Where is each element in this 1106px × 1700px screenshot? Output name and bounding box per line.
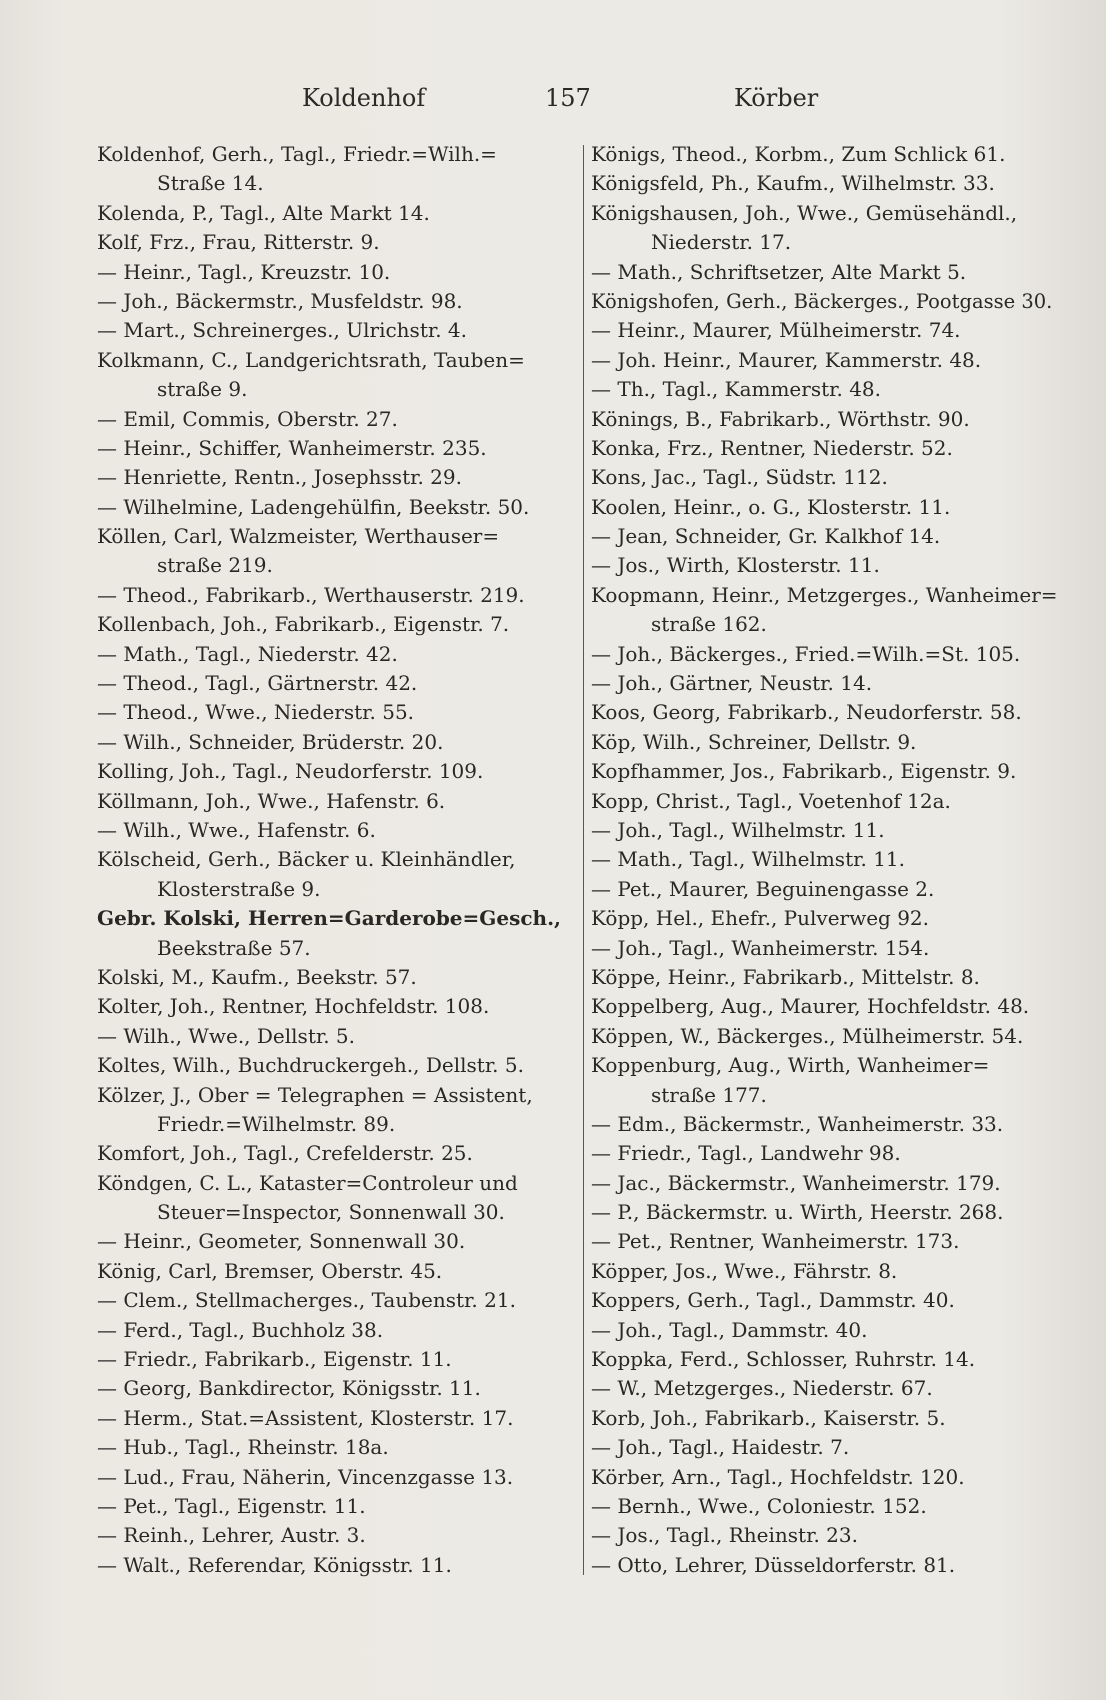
directory-entry: — Joh., Tagl., Haidestr. 7. <box>591 1435 850 1460</box>
directory-entry: Koltes, Wilh., Buchdruckergeh., Dellstr. 5. <box>97 1053 524 1078</box>
directory-entry: — Pet., Tagl., Eigenstr. 11. <box>97 1493 366 1518</box>
directory-entry: — Joh., Bäckerges., Fried.=Wilh.=St. 105. <box>591 641 1021 666</box>
directory-entry: Kons, Jac., Tagl., Südstr. 112. <box>591 465 888 490</box>
directory-entry: — Joh., Gärtner, Neustr. 14. <box>591 671 873 696</box>
directory-entry: Köpp, Hel., Ehefr., Pulverweg 92. <box>591 906 930 931</box>
left-column <box>97 140 567 1600</box>
directory-entry: — Clem., Stellmacherges., Taubenstr. 21. <box>97 1288 516 1313</box>
directory-entry: — P., Bäckermstr. u. Wirth, Heerstr. 268. <box>591 1200 1004 1225</box>
directory-entry: Kölzer, J., Ober = Telegraphen = Assistent, <box>97 1082 533 1107</box>
directory-entry: — Pet., Maurer, Beguinengasse 2. <box>591 876 935 901</box>
directory-entry: — Joh. Heinr., Maurer, Kammerstr. 48. <box>591 347 982 372</box>
directory-entry: — Th., Tagl., Kammerstr. 48. <box>591 377 882 402</box>
directory-entry: — Theod., Tagl., Gärtnerstr. 42. <box>97 671 418 696</box>
running-head-right: Körber <box>734 84 819 112</box>
entry-continuation: Straße 14. <box>157 171 264 196</box>
directory-entry: Konka, Frz., Rentner, Niederstr. 52. <box>591 435 953 460</box>
entry-continuation: Friedr.=Wilhelmstr. 89. <box>157 1111 396 1136</box>
directory-entry: — Heinr., Geometer, Sonnenwall 30. <box>97 1229 466 1254</box>
directory-entry: Köp, Wilh., Schreiner, Dellstr. 9. <box>591 729 917 754</box>
directory-entry: Köllen, Carl, Walzmeister, Werthauser= <box>97 524 500 549</box>
directory-entry: Kollenbach, Joh., Fabrikarb., Eigenstr. 7. <box>97 612 510 637</box>
entry-continuation: Niederstr. 17. <box>651 230 792 255</box>
directory-entry: Kolling, Joh., Tagl., Neudorferstr. 109. <box>97 759 484 784</box>
directory-entry: Königshausen, Joh., Wwe., Gemüsehändl., <box>591 200 1018 225</box>
directory-entry: Gebr. Kolski, Herren=Garderobe=Gesch., <box>97 906 561 931</box>
directory-entry: — Emil, Commis, Oberstr. 27. <box>97 406 398 431</box>
directory-entry: Koppers, Gerh., Tagl., Dammstr. 40. <box>591 1288 955 1313</box>
directory-entry: — Wilh., Wwe., Dellstr. 5. <box>97 1023 356 1048</box>
entry-continuation: straße 9. <box>157 377 248 402</box>
directory-entry: Körber, Arn., Tagl., Hochfeldstr. 120. <box>591 1464 965 1489</box>
directory-entry: — Friedr., Fabrikarb., Eigenstr. 11. <box>97 1347 452 1372</box>
directory-entry: — Pet., Rentner, Wanheimerstr. 173. <box>591 1229 960 1254</box>
directory-entry: — Theod., Fabrikarb., Werthauserstr. 219. <box>97 582 525 607</box>
entry-continuation: straße 162. <box>651 612 767 637</box>
directory-entry: — Joh., Tagl., Dammstr. 40. <box>591 1317 868 1342</box>
directory-entry: Kopfhammer, Jos., Fabrikarb., Eigenstr. 9. <box>591 759 1017 784</box>
directory-entry: — Wilhelmine, Ladengehülfin, Beekstr. 50. <box>97 494 530 519</box>
page-number: 157 <box>545 84 591 112</box>
directory-entry: — Joh., Bäckermstr., Musfeldstr. 98. <box>97 288 463 313</box>
directory-entry: — Math., Tagl., Niederstr. 42. <box>97 641 398 666</box>
directory-entry: — Heinr., Maurer, Mülheimerstr. 74. <box>591 318 961 343</box>
directory-entry: — Mart., Schreinerges., Ulrichstr. 4. <box>97 318 468 343</box>
directory-entry: — Otto, Lehrer, Düsseldorferstr. 81. <box>591 1552 956 1577</box>
directory-entry: — Lud., Frau, Näherin, Vincenzgasse 13. <box>97 1464 514 1489</box>
directory-entry: — Ferd., Tagl., Buchholz 38. <box>97 1317 384 1342</box>
directory-entry: Kolkmann, C., Landgerichtsrath, Tauben= <box>97 347 525 372</box>
directory-entry: Köndgen, C. L., Kataster=Controleur und <box>97 1170 518 1195</box>
directory-entry: Koos, Georg, Fabrikarb., Neudorferstr. 58. <box>591 700 1022 725</box>
directory-entry: — Henriette, Rentn., Josephsstr. 29. <box>97 465 462 490</box>
directory-entry: Koppka, Ferd., Schlosser, Ruhrstr. 14. <box>591 1347 976 1372</box>
directory-entry: Koolen, Heinr., o. G., Klosterstr. 11. <box>591 494 951 519</box>
directory-entry: Kolenda, P., Tagl., Alte Markt 14. <box>97 200 430 225</box>
directory-entry: Komfort, Joh., Tagl., Crefelderstr. 25. <box>97 1141 473 1166</box>
directory-entry: — Math., Tagl., Wilhelmstr. 11. <box>591 847 905 872</box>
directory-entry: Königsfeld, Ph., Kaufm., Wilhelmstr. 33. <box>591 171 995 196</box>
entry-continuation: Klosterstraße 9. <box>157 876 321 901</box>
directory-entry: Kopp, Christ., Tagl., Voetenhof 12a. <box>591 788 951 813</box>
directory-entry: Koldenhof, Gerh., Tagl., Friedr.=Wilh.= <box>97 142 497 166</box>
directory-entry: — Edm., Bäckermstr., Wanheimerstr. 33. <box>591 1111 1004 1136</box>
directory-entry: — Bernh., Wwe., Coloniestr. 152. <box>591 1493 927 1518</box>
directory-entry: — Jos., Tagl., Rheinstr. 23. <box>591 1523 858 1548</box>
directory-entry: Korb, Joh., Fabrikarb., Kaiserstr. 5. <box>591 1405 946 1430</box>
directory-entry: — Theod., Wwe., Niederstr. 55. <box>97 700 415 725</box>
directory-entry: Köpper, Jos., Wwe., Fährstr. 8. <box>591 1258 898 1283</box>
directory-entry: — Heinr., Tagl., Kreuzstr. 10. <box>97 259 391 284</box>
directory-entry: — Jac., Bäckermstr., Wanheimerstr. 179. <box>591 1170 1001 1195</box>
right-column <box>591 140 1061 1600</box>
directory-entry: Könings, B., Fabrikarb., Wörthstr. 90. <box>591 406 970 431</box>
entry-continuation: straße 177. <box>651 1082 767 1107</box>
column-divider <box>583 145 584 1575</box>
directory-entry: Königs, Theod., Korbm., Zum Schlick 61. <box>591 142 1006 166</box>
directory-entry: — Joh., Tagl., Wanheimerstr. 154. <box>591 935 930 960</box>
directory-entry: Köppen, W., Bäckerges., Mülheimerstr. 54. <box>591 1023 1024 1048</box>
directory-entry: — Heinr., Schiffer, Wanheimerstr. 235. <box>97 435 487 460</box>
directory-entry: Kölscheid, Gerh., Bäcker u. Kleinhändler, <box>97 847 516 872</box>
directory-entry: — Joh., Tagl., Wilhelmstr. 11. <box>591 817 885 842</box>
directory-entry: — Hub., Tagl., Rheinstr. 18a. <box>97 1435 389 1460</box>
directory-entry: — Jos., Wirth, Klosterstr. 11. <box>591 553 880 578</box>
directory-entry: — Friedr., Tagl., Landwehr 98. <box>591 1141 901 1166</box>
entry-continuation: straße 219. <box>157 553 273 578</box>
directory-entry: — Wilh., Wwe., Hafenstr. 6. <box>97 817 376 842</box>
directory-entry: Kolter, Joh., Rentner, Hochfeldstr. 108. <box>97 994 490 1019</box>
directory-entry: Kolski, M., Kaufm., Beekstr. 57. <box>97 964 417 989</box>
directory-entry: — Wilh., Schneider, Brüderstr. 20. <box>97 729 444 754</box>
directory-entry: — Herm., Stat.=Assistent, Klosterstr. 17. <box>97 1405 514 1430</box>
entry-continuation: Steuer=Inspector, Sonnenwall 30. <box>157 1200 505 1225</box>
directory-entry: Köllmann, Joh., Wwe., Hafenstr. 6. <box>97 788 446 813</box>
directory-entry: — Math., Schriftsetzer, Alte Markt 5. <box>591 259 967 284</box>
directory-entry: König, Carl, Bremser, Oberstr. 45. <box>97 1258 443 1283</box>
directory-entry: — Georg, Bankdirector, Königsstr. 11. <box>97 1376 481 1401</box>
entry-continuation: Beekstraße 57. <box>157 935 311 960</box>
directory-entry: Koppenburg, Aug., Wirth, Wanheimer= <box>591 1053 990 1078</box>
directory-entry: — Reinh., Lehrer, Austr. 3. <box>97 1523 366 1548</box>
directory-entry: Koppelberg, Aug., Maurer, Hochfeldstr. 48. <box>591 994 1030 1019</box>
directory-entry: Köppe, Heinr., Fabrikarb., Mittelstr. 8. <box>591 964 980 989</box>
directory-entry: — W., Metzgerges., Niederstr. 67. <box>591 1376 933 1401</box>
directory-entry: Koopmann, Heinr., Metzgerges., Wanheimer= <box>591 582 1058 607</box>
directory-entry: Königshofen, Gerh., Bäckerges., Pootgasse 30. <box>591 289 1053 313</box>
running-head-left: Koldenhof <box>302 84 426 112</box>
directory-entry: — Walt., Referendar, Königsstr. 11. <box>97 1552 452 1577</box>
directory-entry: — Jean, Schneider, Gr. Kalkhof 14. <box>591 524 941 549</box>
directory-entry: Kolf, Frz., Frau, Ritterstr. 9. <box>97 230 380 255</box>
